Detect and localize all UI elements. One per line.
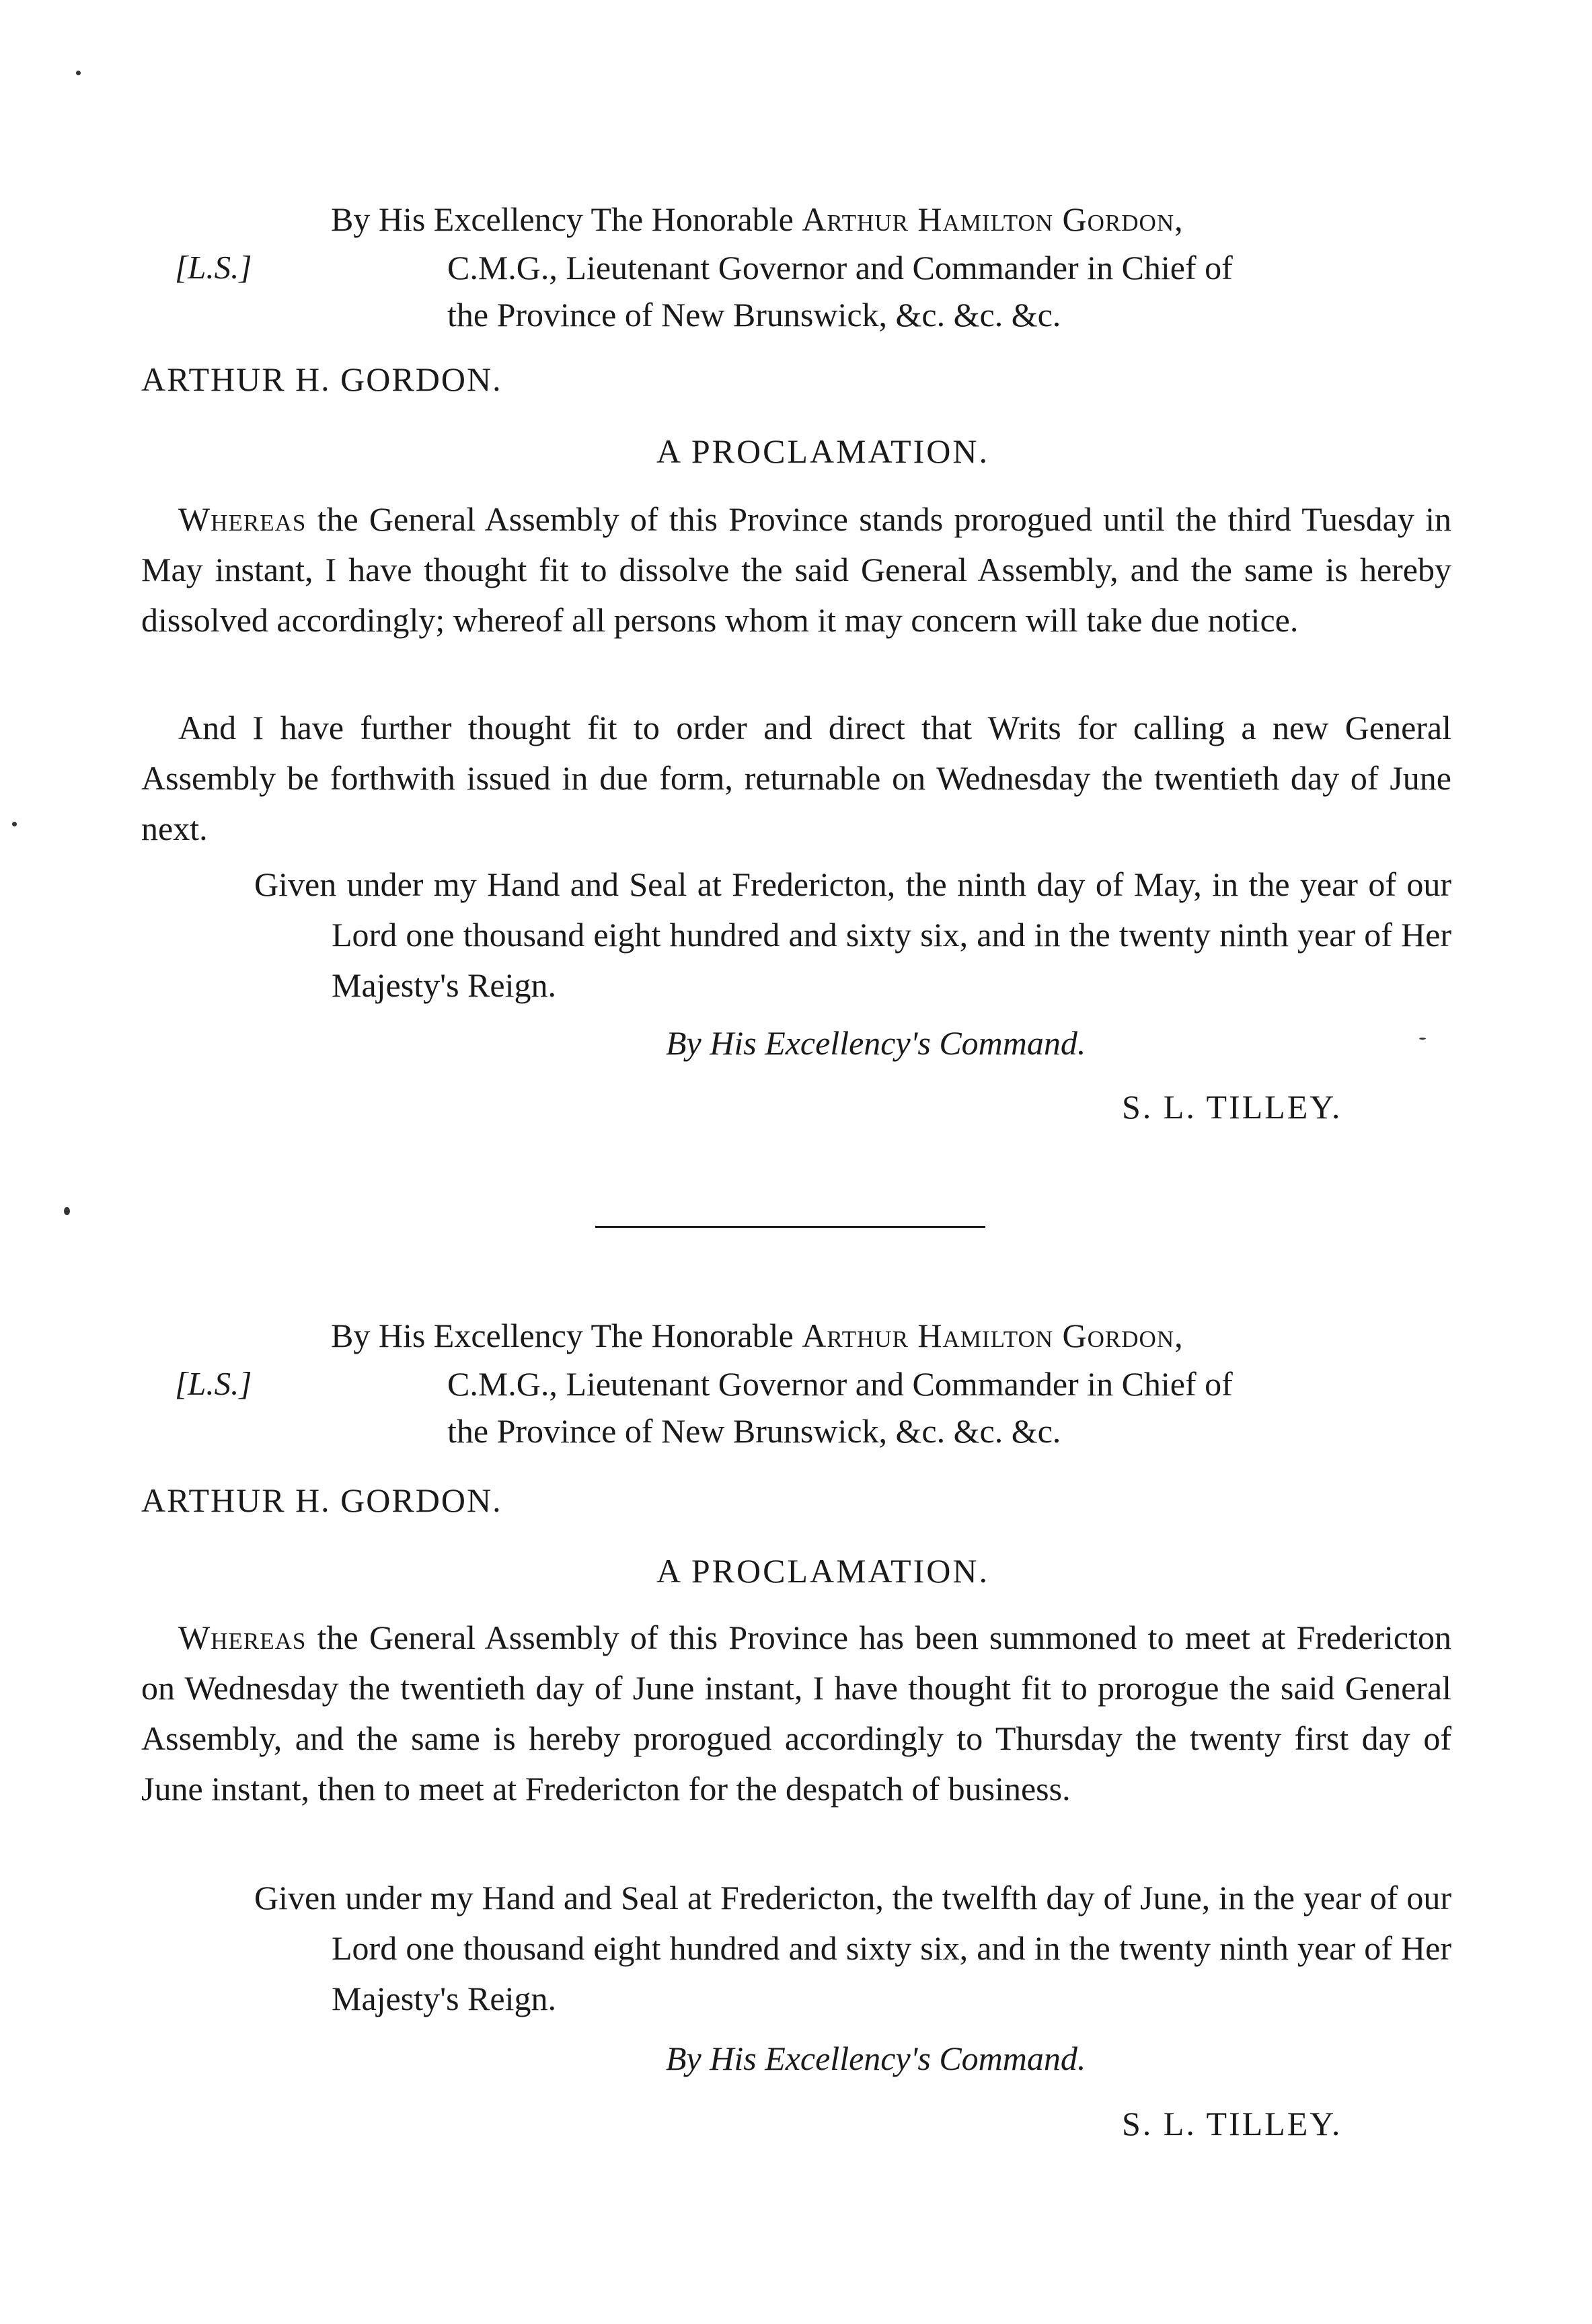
proclamation-dissolution xyxy=(0,195,1592,1126)
proclamation-paragraph-1 xyxy=(141,494,1451,646)
proclamation-prorogation xyxy=(0,1311,1592,2142)
proclamation-paragraph-1 xyxy=(141,1613,1451,1814)
by-prefix: By His Excellency The Honorable xyxy=(331,1317,794,1354)
given-under-hand: Given under my Hand and Seal at Fredericton, the ninth day of May, in the year of our Lord one thousand eight hundred and sixty six, and in the twenty ninth year of Her Majesty's Reign. xyxy=(254,865,1451,1004)
signer-name: ARTHUR H. GORDON. xyxy=(141,360,502,398)
excellency-command: By His Excellency's Command. xyxy=(666,1024,1086,1062)
seal-mark: [L.S.] xyxy=(175,1365,252,1402)
given-under-hand: Given under my Hand and Seal at Fredericton, the twelfth day of June, in the year of our Lord one thousand eight hundred and sixty six, and in the twenty ninth year of Her Majesty's Reign. xyxy=(254,1879,1451,2017)
secretary-signature: S. L. TILLEY. xyxy=(1122,2105,1342,2142)
paragraph-lead-word: Whereas xyxy=(178,1619,307,1656)
print-speck xyxy=(76,71,81,75)
print-speck xyxy=(12,822,17,826)
proclamation-header xyxy=(0,195,1592,333)
paragraph-lead-word: Whereas xyxy=(178,500,307,538)
proclamation-paragraph-2: And I have further thought fit to order and direct that Writs for calling a new General Assembly be forthwith issued in due form, returnable on Wednesday the twentieth day of June next. xyxy=(141,709,1451,847)
proclamation-header xyxy=(0,1311,1592,1449)
signer-name: ARTHUR H. GORDON. xyxy=(141,1481,502,1519)
section-divider xyxy=(595,1226,985,1228)
governor-name: Arthur Hamilton Gordon, xyxy=(802,200,1184,238)
excellency-command: By His Excellency's Command. xyxy=(666,2040,1086,2077)
proclamation-heading: A PROCLAMATION. xyxy=(656,1552,990,1590)
proclamation-heading: A PROCLAMATION. xyxy=(656,432,990,470)
governor-title-line-1: C.M.G., Lieutenant Governor and Commander in Chief of xyxy=(447,249,1233,286)
by-prefix: By His Excellency The Honorable xyxy=(331,200,794,238)
governor-title-line-2: the Province of New Brunswick, &c. &c. &c. xyxy=(447,296,1061,334)
secretary-signature: S. L. TILLEY. xyxy=(1122,1088,1342,1126)
seal-mark: [L.S.] xyxy=(175,249,252,286)
paragraph-body: the General Assembly of this Province has been summoned to meet at Fredericton on Wednesday the twentieth day of June instant, I have thought fit to prorogue the said General Assembly, and the same is hereby prorogued accordingly to Thursday the twenty first day of June instant, then to meet at Fredericton for the despatch of business. xyxy=(141,1619,1451,1808)
governor-title-line-2: the Province of New Brunswick, &c. &c. &c. xyxy=(447,1412,1061,1450)
governor-title-line-1: C.M.G., Lieutenant Governor and Commander in Chief of xyxy=(447,1365,1233,1403)
paragraph-body: the General Assembly of this Province stands prorogued until the third Tuesday in May instant, I have thought fit to dissolve the said General Assembly, and the same is hereby dissolved accordingly; whereof all persons whom it may concern will take due notice. xyxy=(141,500,1451,639)
print-speck xyxy=(64,1207,70,1215)
governor-name: Arthur Hamilton Gordon, xyxy=(802,1317,1184,1354)
by-excellency-line xyxy=(331,195,1184,243)
print-speck xyxy=(1419,1038,1426,1040)
by-excellency-line xyxy=(331,1311,1184,1360)
